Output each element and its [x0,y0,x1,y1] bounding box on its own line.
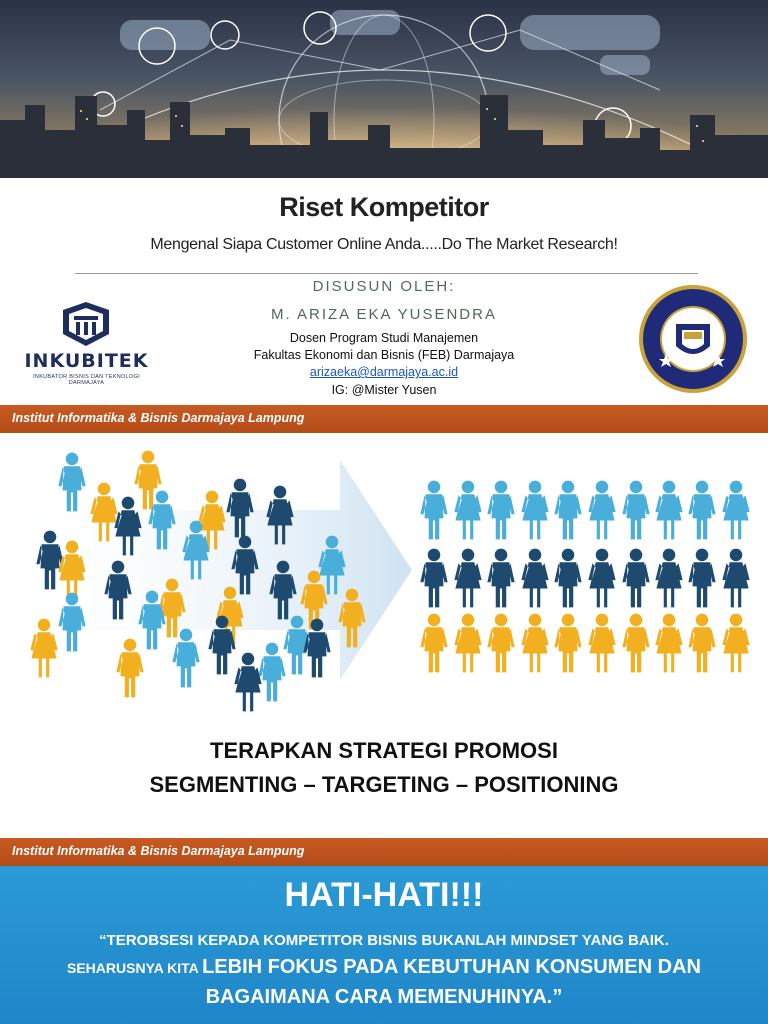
person-icon [487,614,514,673]
author-faculty: Fakultas Ekonomi dan Bisnis (FEB) Darmajaya [253,348,515,362]
quote-line-2-prefix: SEHARUSNYA KITA [67,960,203,976]
person-icon [688,481,715,540]
person-icon [487,549,514,608]
institution-bar-label: Institut Informatika & Bisnis Darmajaya Lampung [12,844,305,858]
person-icon [722,481,749,540]
inkubitek-subtitle-2: DARMAJAYA [68,380,105,386]
person-icon [655,481,682,540]
page-title: Riset Kompetitor [279,192,489,222]
person-icon [722,549,749,608]
quote-line-2-main: LEBIH FOKUS PADA KEBUTUHAN KONSUMEN DAN [202,956,701,978]
divider [75,273,698,274]
quote-line-3: BAGAIMANA CARA MEMENUHINYA.” [205,986,563,1008]
person-icon [622,614,649,673]
person-icon [588,549,615,608]
person-icon [454,549,481,608]
person-icon [454,481,481,540]
person-icon [688,614,715,673]
person-icon [116,639,143,698]
person-icon [622,549,649,608]
quote-line-1: “TEROBSESI KEPADA KOMPETITOR BISNIS BUKANLAH MINDSET YANG BAIK. [99,932,669,949]
segmentation-illustration [0,440,768,725]
warning-panel [0,866,768,1024]
person-icon [521,614,548,673]
quote-line-2 [0,956,768,979]
person-icon [521,481,548,540]
inkubitek-logo [14,300,159,392]
person-icon [622,481,649,540]
person-icon [420,549,447,608]
inkubitek-subtitle: INKUBATOR BISNIS DAN TEKNOLOGI [33,374,140,380]
stp-heading: SEGMENTING – TARGETING – POSITIONING [149,772,619,797]
institution-bar-top [0,405,768,433]
institution-bar-bottom [0,838,768,866]
institution-bar-label: Institut Informatika & Bisnis Darmajaya Lampung [12,411,305,425]
author-email-link[interactable]: arizaeka@darmajaya.ac.id [309,365,459,379]
warning-heading: HATI-HATI!!! [284,876,484,914]
person-icon [655,614,682,673]
inkubitek-emblem-icon [14,300,159,350]
person-icon [258,643,285,702]
banner-image [0,0,768,178]
person-icon [588,614,615,673]
person-icon [554,549,581,608]
person-icon [234,653,261,712]
person-icon [420,614,447,673]
inkubitek-name: INKUBITEK [24,350,149,372]
darmajaya-seal-logo [638,284,748,394]
person-icon [722,614,749,673]
person-icon [588,481,615,540]
person-icon [521,549,548,608]
person-icon [688,549,715,608]
page-subtitle: Mengenal Siapa Customer Online Anda.....Do The Market Research! [150,236,618,253]
person-icon [487,481,514,540]
person-icon [655,549,682,608]
by-label: DISUSUN OLEH: [312,278,456,295]
person-icon [172,629,199,688]
person-icon [58,453,85,512]
author-name: M. ARIZA EKA YUSENDRA [271,306,497,323]
person-icon [554,481,581,540]
author-instagram: IG: @Mister Yusen [331,383,437,397]
strategy-heading: TERAPKAN STRATEGI PROMOSI [210,738,558,763]
author-position: Dosen Program Studi Manajemen [289,331,479,345]
person-icon [454,614,481,673]
person-icon [420,481,447,540]
person-icon [554,614,581,673]
